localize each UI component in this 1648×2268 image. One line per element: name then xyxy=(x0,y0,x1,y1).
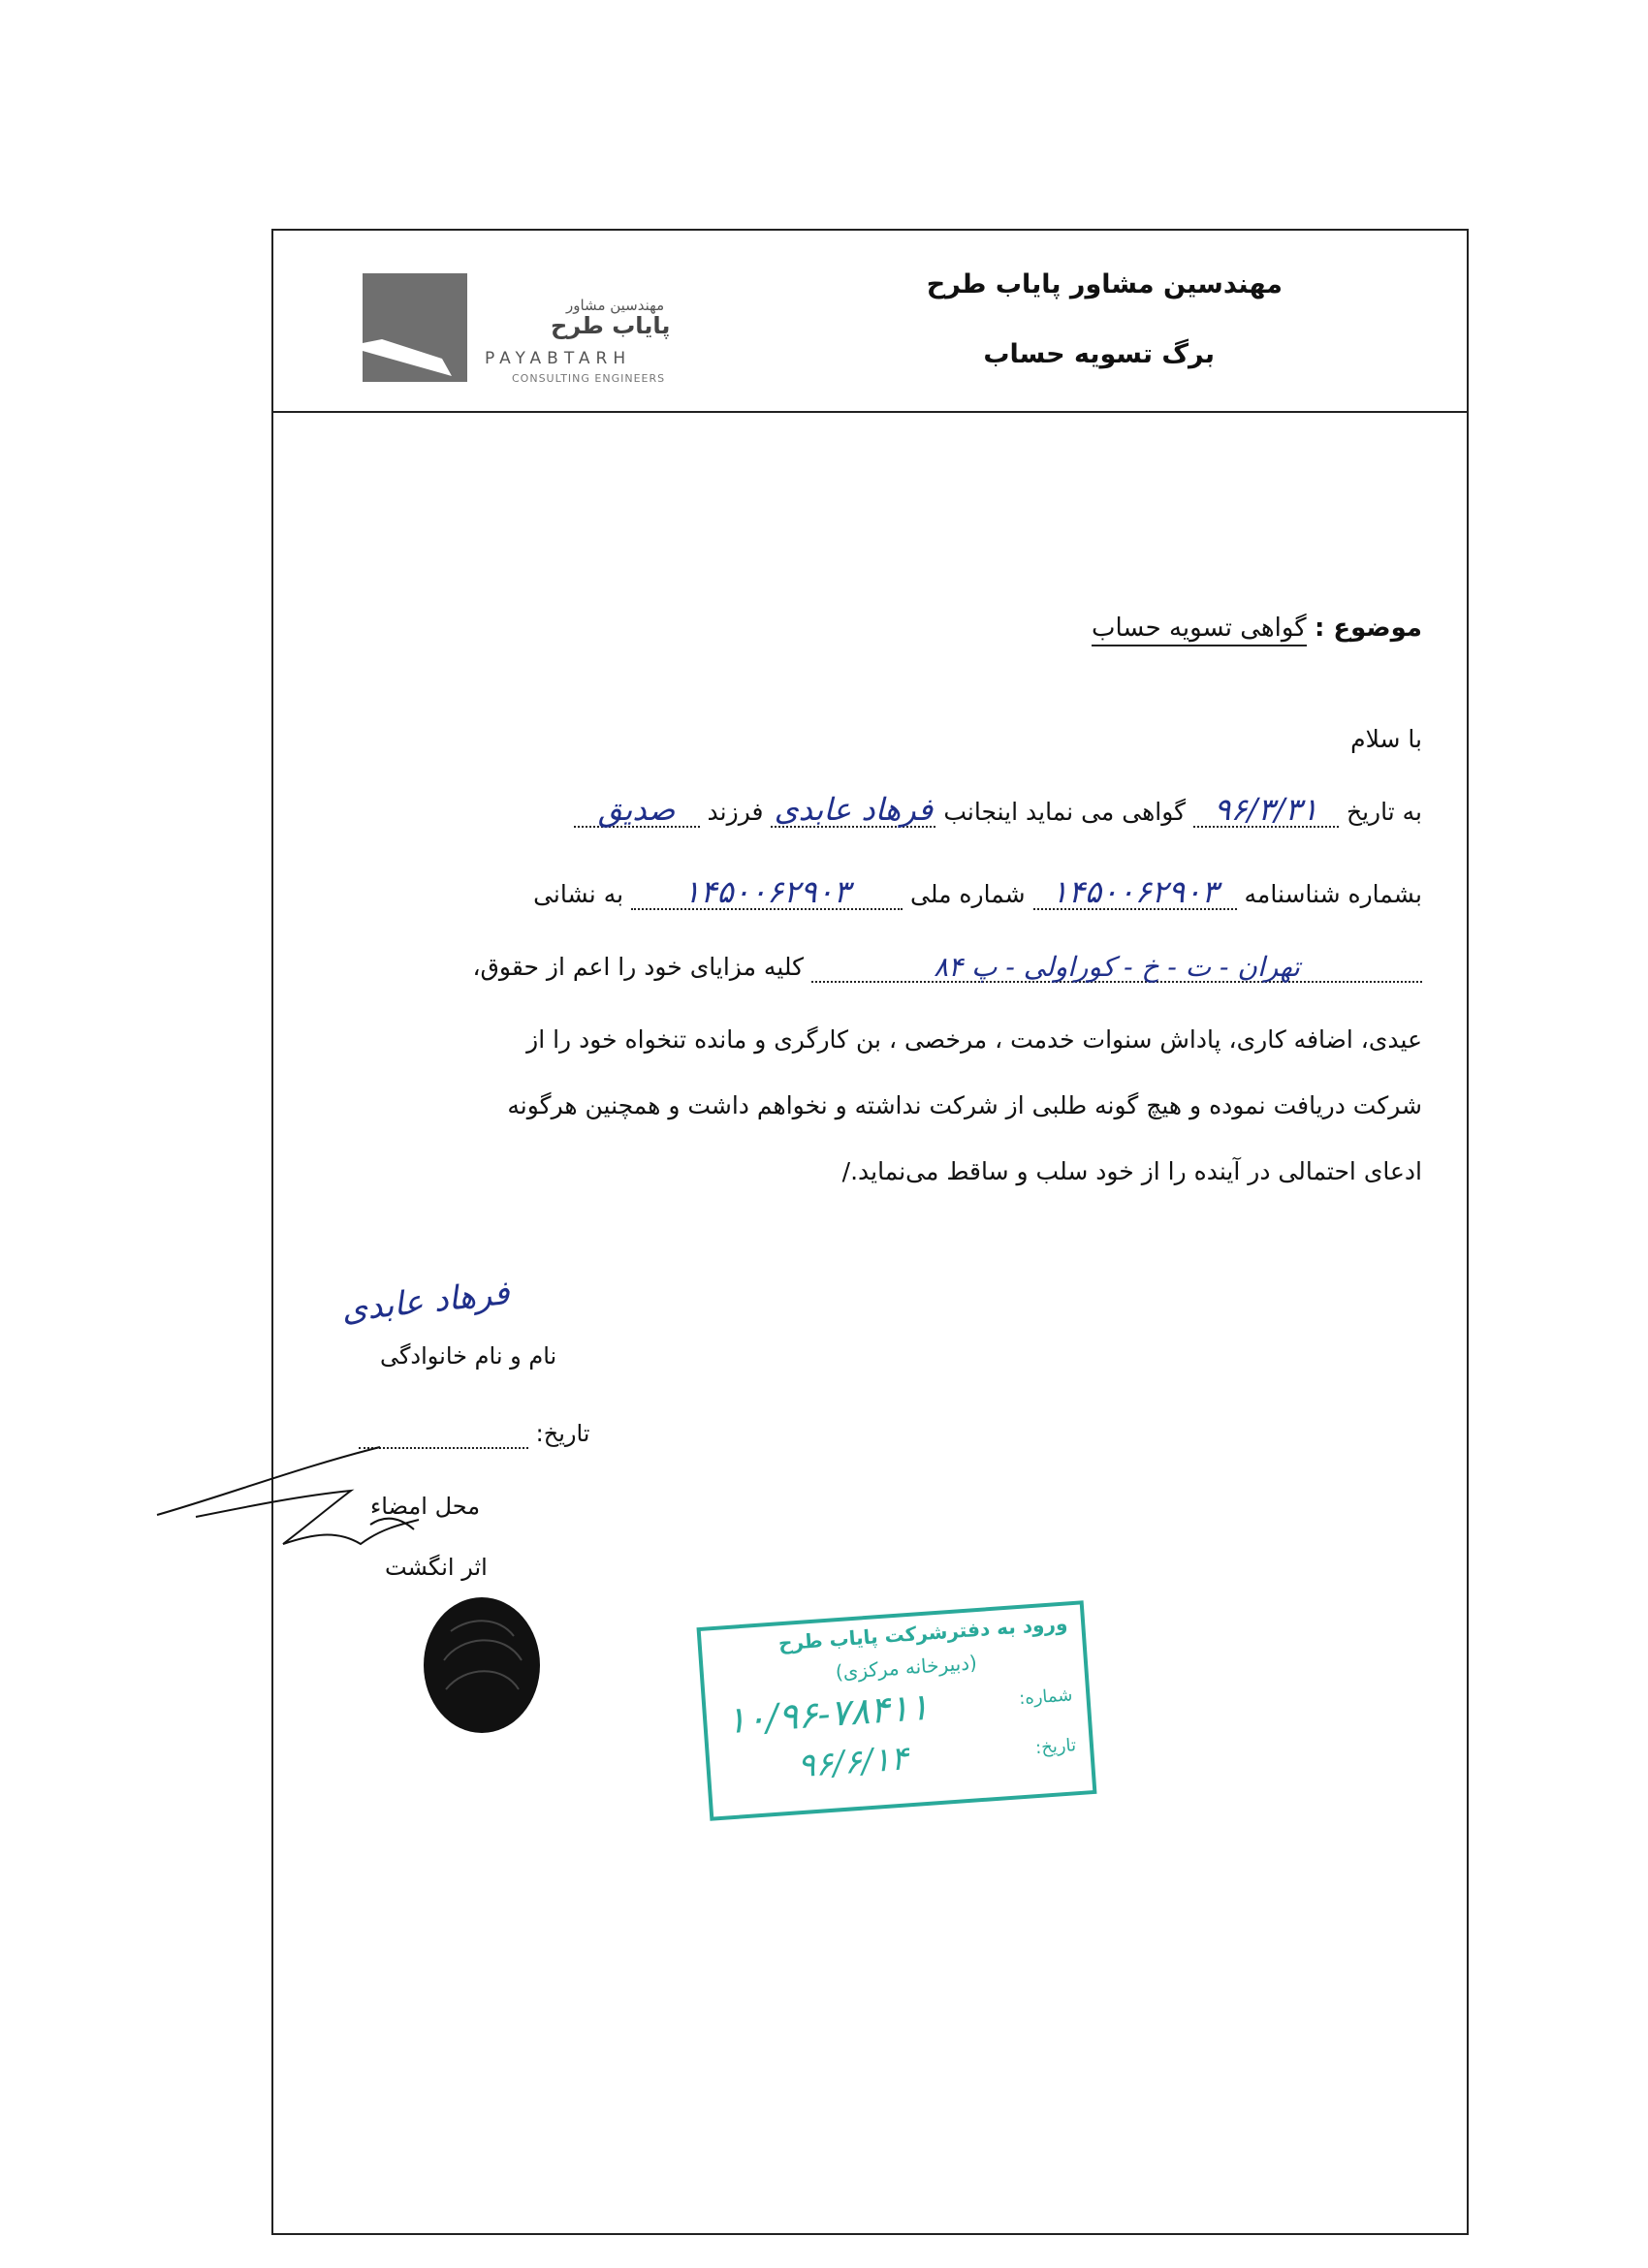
body-line-6: ادعای احتمالی در آینده را از خود سلب و ساقط می‌نماید./ xyxy=(841,1157,1422,1185)
fingerprint-label: اثر انگشت xyxy=(385,1554,488,1581)
form-frame xyxy=(271,229,1469,2235)
body-line-3 xyxy=(336,953,1422,983)
body-line-4: عیدی، اضافه کاری، پاداش سنوات خدمت ، مرخصی ، بن کارگری و مانده تنخواه خود را از xyxy=(526,1025,1422,1054)
subject-label: موضوع : xyxy=(1314,614,1422,643)
logo-text-fa: پایاب طرح xyxy=(551,312,671,339)
body-line-5: شرکت دریافت نموده و هیچ گونه طلبی از شرکت نداشته و نخواهم داشت و همچنین هرگونه xyxy=(507,1091,1422,1119)
father-field xyxy=(574,791,700,828)
company-title: مهندسین مشاور پایاب طرح xyxy=(926,269,1283,299)
body-line-2 xyxy=(336,873,1422,910)
text-segment: به تاریخ xyxy=(1346,798,1422,826)
text-segment: شماره ملی xyxy=(909,880,1026,908)
date-field xyxy=(1193,791,1339,828)
stamp-date-label: تاریخ: xyxy=(1034,1735,1077,1759)
stamp-line-2: (دبیرخانه مرکزی) xyxy=(835,1651,978,1685)
greeting: با سلام xyxy=(1350,725,1422,753)
text-segment: گواهی می نماید اینجانب xyxy=(943,798,1187,826)
name-field xyxy=(771,791,935,828)
logo-text-en-sub: CONSULTING ENGINEERS xyxy=(512,372,666,385)
stamp-number-label: شماره: xyxy=(1018,1685,1074,1710)
sign-label: محل امضاء xyxy=(370,1493,481,1520)
address-field xyxy=(811,953,1422,983)
date-label: تاریخ: xyxy=(535,1420,590,1447)
logo-text-fa-small: مهندسین مشاور xyxy=(566,297,665,314)
fingerprint-icon xyxy=(417,1592,548,1738)
logo-text-en: PAYABTARH xyxy=(485,349,632,368)
text-segment: فرزند xyxy=(707,798,764,826)
registry-stamp xyxy=(697,1600,1097,1820)
handwritten-national-id: ۱۴۵۰۰۶۲۹۰۳ xyxy=(683,873,850,910)
company-logo xyxy=(363,273,467,382)
handwritten-name: فرهاد عابدی xyxy=(774,791,934,828)
handwritten-id: ۱۴۵۰۰۶۲۹۰۳ xyxy=(1051,873,1219,910)
text-segment: کلیه مزایای خود را اعم از حقوق، xyxy=(472,953,805,981)
handwritten-address: تهران - ت - خ - کوراولی - پ ۸۴ xyxy=(934,951,1300,983)
handwritten-father: صدیق xyxy=(597,791,676,828)
logo-mark-icon xyxy=(363,273,467,382)
national-id-field xyxy=(631,873,903,910)
id-field xyxy=(1033,873,1237,910)
header-divider xyxy=(273,411,1467,413)
subject-line xyxy=(1092,614,1422,643)
handwritten-signature-name: فرهاد عابدی xyxy=(339,1274,512,1330)
handwritten-date: ۹۶/۳/۳۱ xyxy=(1214,791,1318,828)
form-title: برگ تسویه حساب xyxy=(983,339,1215,369)
stamp-line-1: ورود به دفترشرکت پایاب طرح xyxy=(777,1611,1068,1655)
text-segment: به نشانی xyxy=(533,880,624,908)
text-segment: بشماره شناسنامه xyxy=(1244,880,1422,908)
name-label: نام و نام خانوادگی xyxy=(380,1342,557,1370)
stamp-date-value: ۹۶/۶/۱۴ xyxy=(796,1739,910,1786)
stamp-number-value: ۱۰/۹۶-۷۸۴۱۱ xyxy=(724,1685,931,1743)
subject-value: گواهی تسویه حساب xyxy=(1092,614,1307,646)
body-line-1 xyxy=(336,791,1422,828)
